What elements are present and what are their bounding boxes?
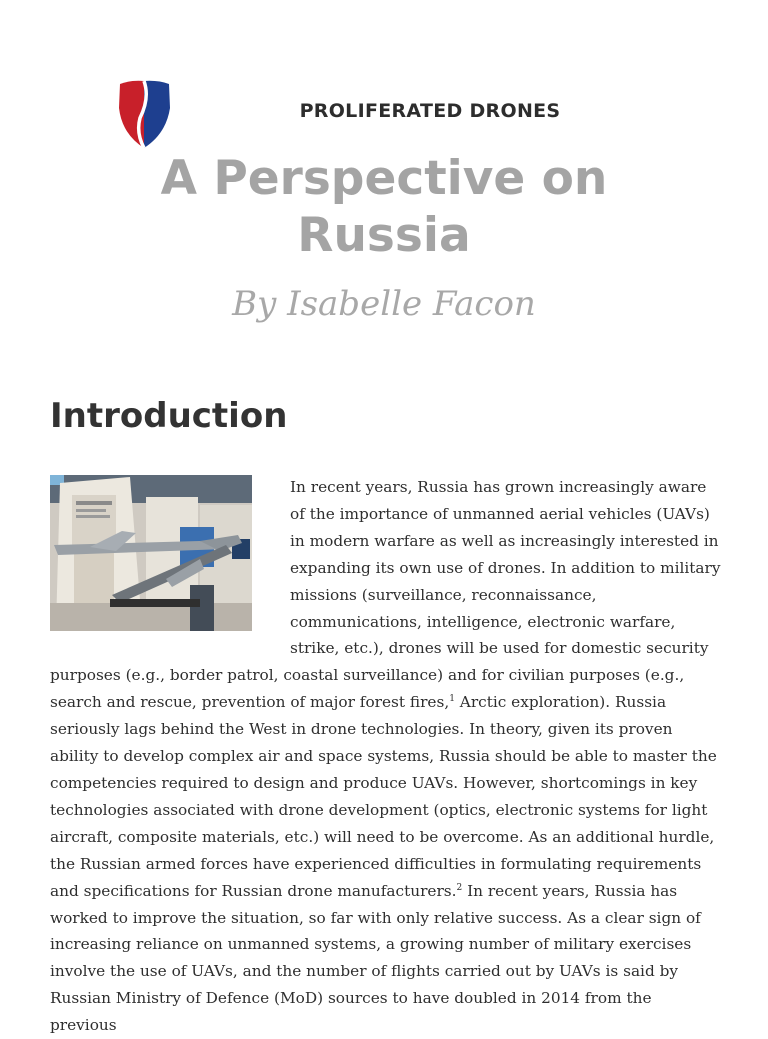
section-heading: Introduction bbox=[50, 396, 288, 436]
paragraph-text: Arctic exploration). Russia seriously lags behind the West in drone technologies. In theory, given its proven ability to develop complex air and space systems, Russia should be able to master the competencies required to design and produce UAVs. However, shortcomings in key technologies associated with drone development (optics, electronic systems for light aircraft, composite materials, etc.) will need to be overcome. As an additional hurdle, the Russian armed forces have experienced difficulties in formulating requirements and specifications for Russian drone manufacturers. bbox=[50, 693, 717, 900]
byline: By Isabelle Facon bbox=[232, 284, 536, 324]
page-title: A Perspective on Russia bbox=[160, 151, 608, 263]
footnote-2-marker[interactable]: 2 bbox=[456, 882, 463, 893]
article-body bbox=[50, 474, 722, 1039]
series-label: PROLIFERATED DRONES bbox=[299, 100, 561, 122]
footnote-1-marker[interactable]: 1 bbox=[449, 694, 455, 705]
paragraph-text: In recent years, Russia has worked to improve the situation, so far with only relative success. As a clear sign of increasing reliance on unmanned systems, a growing number of military exercises involve the use of UAVs, and the number of flights carried out by UAVs is said by Russian Ministry of Defence (MoD) sources to have doubled in 2014 from the previous bbox=[50, 881, 701, 1035]
drone-exhibit-photo bbox=[50, 475, 252, 631]
shield-icon bbox=[116, 78, 172, 152]
paragraph-text: In recent years, Russia has grown increasingly aware of the importance of unmanned aerial vehicles (UAVs) in modern warfare as well as increasingly interested in expanding its own use of drones. In addition to military missions (surveillance, reconnaissance, communications, intelligence, electronic warfare, strike, etc.), drones will be used for domestic security purposes (e.g., border patrol, coastal surveillance) and for civilian purposes (e.g., search and rescue, prevention of major forest fires, bbox=[50, 478, 721, 712]
